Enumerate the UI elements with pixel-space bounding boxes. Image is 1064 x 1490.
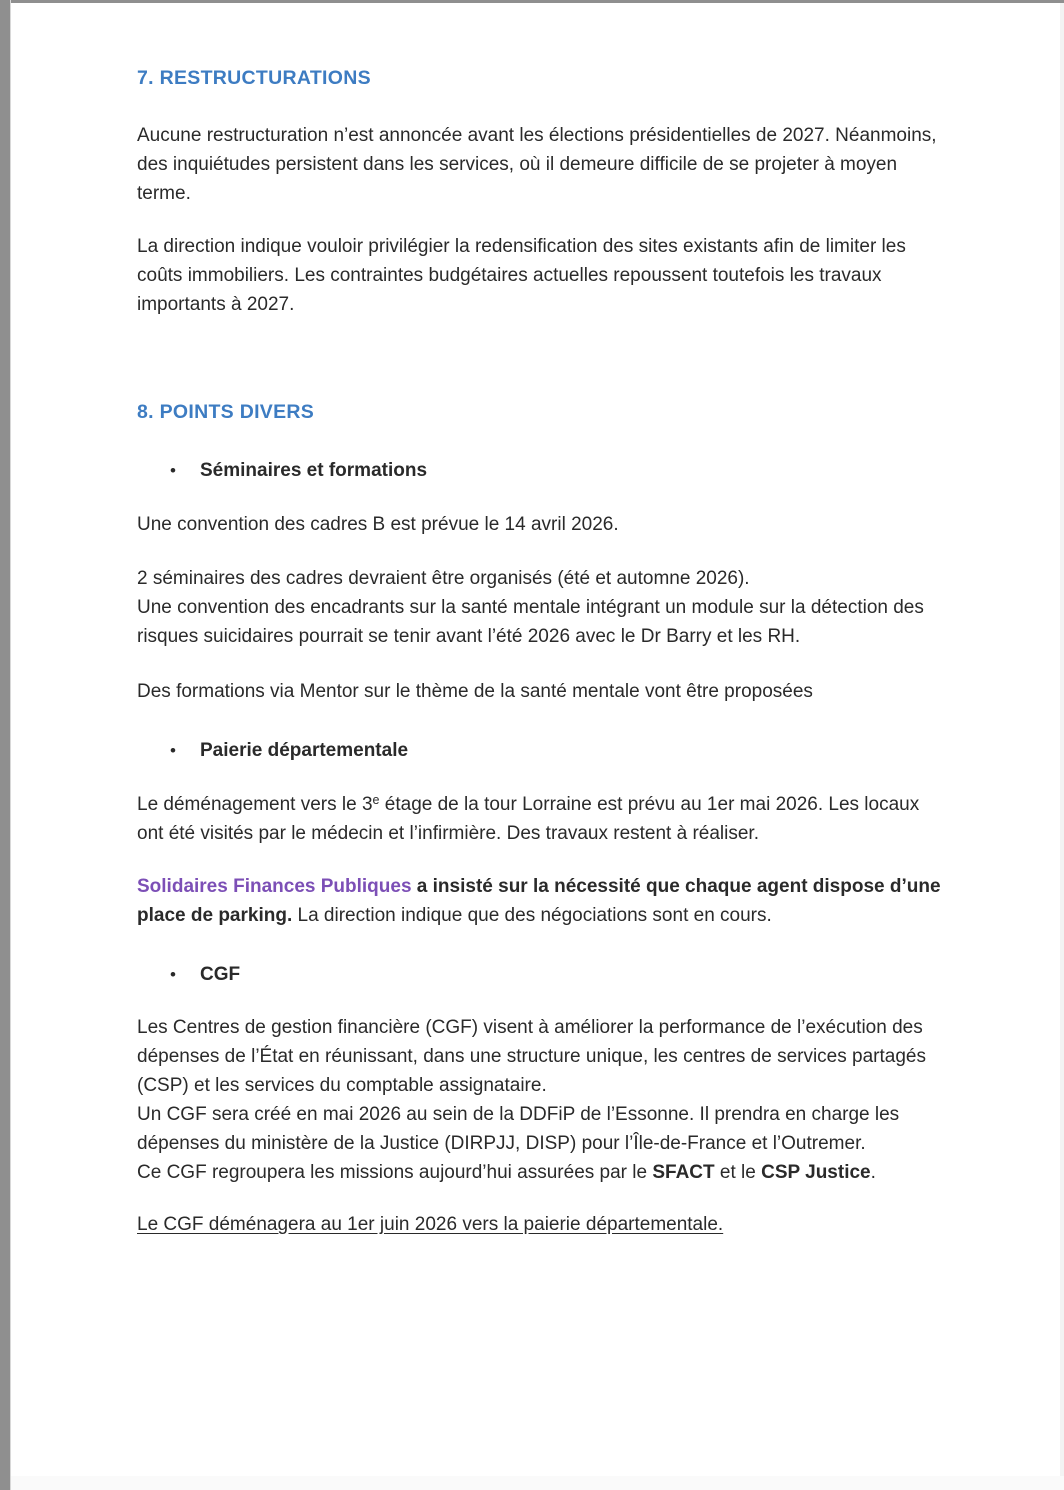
section-7-heading: 7. RESTRUCTURATIONS [137,67,371,89]
document-page [11,3,1060,1476]
ordinal-superscript: e [372,793,380,807]
paragraph-cgf-group [137,1013,942,1187]
list-item-paierie-label: Paierie départementale [200,740,409,761]
document-content [137,67,942,1239]
paragraph-seminaires-cadres: 2 séminaires des cadres devraient être organisés (été et automne 2026). [137,568,750,589]
paragraph-cgf-missions-text-start: Ce CGF regroupera les missions aujourd’hui assurées par le [137,1162,653,1183]
paragraph-demenagement-text-start: Le déménagement vers le 3 [137,794,373,815]
viewer-background-bottom [11,1476,1064,1490]
paragraph-seminaires-group [137,564,942,651]
list-item-paierie [137,736,942,765]
paragraph-solidaires-regular-text: La direction indique que des négociations sont en cours. [292,905,772,926]
paragraph-solidaires-bold-text: a insisté sur la nécessité que chaque agent dispose d’une place de parking. [137,876,941,926]
paragraph-cgf-missions-text-middle: et le [714,1162,762,1183]
paragraph-convention-encadrants: Une convention des encadrants sur la santé mentale intégrant un module sur la détection des risques suicidaires pourrait se tenir avant l’été 2026 avec le Dr Barry et les RH. [137,597,924,647]
paragraph-convention-cadres-b: Une convention des cadres B est prévue le 14 avril 2026. [137,514,619,535]
list-item-seminaires-label: Séminaires et formations [200,460,428,481]
bullet-icon: • [170,741,176,760]
paragraph-cgf-creation: Un CGF sera créé en mai 2026 au sein de la DDFiP de l’Essonne. Il prendra en charge les dépenses du ministère de la Justice (DIRPJJ, DISP) pour l’Île-de-France et l’Outremer. [137,1104,900,1154]
section-7-paragraph-restructuration: Aucune restructuration n’est annoncée avant les élections présidentielles de 2027. Néanmoins, des inquiétudes persistent dans les services, où il demeure difficile de se projeter à moyen terme. [137,125,937,204]
list-item-cgf [137,960,942,989]
sfact-bold-text: SFACT [652,1162,715,1183]
paragraph-cgf-missions [137,1158,942,1187]
paragraph-cgf-missions-text-end: . [870,1162,876,1183]
viewer-background-top [0,0,1064,3]
paragraph-formations-mentor: Des formations via Mentor sur le thème de la santé mentale vont être proposées [137,681,813,702]
paragraph-demenagement-text-end: étage de la tour Lorraine est prévu au 1er mai 2026. Les locaux ont été visités par le médecin et l’infirmière. Des travaux restent à réaliser. [137,794,920,844]
section-8-heading: 8. POINTS DIVERS [137,401,315,423]
bullet-icon: • [170,461,176,480]
viewer-background-left [0,0,11,1490]
paragraph-cgf-demenagement-underlined: Le CGF déménagera au 1er juin 2026 vers la paierie départementale. [137,1214,724,1235]
viewer-background-right [1060,3,1064,1490]
bullet-icon: • [170,965,176,984]
solidaires-finances-publiques-text: Solidaires Finances Publiques [137,876,412,897]
section-7-paragraph-direction: La direction indique vouloir privilégier la redensification des sites existants afin de limiter les coûts immobiliers. Les contraintes budgétaires actuelles repoussent toutefois les travaux importants à 2027. [137,236,906,315]
paragraph-demenagement [137,790,942,848]
paragraph-cgf-definition: Les Centres de gestion financière (CGF) visent à améliorer la performance de l’exécution des dépenses de l’État en réunissant, dans une structure unique, les centres de services partagés (CSP) et les services du comptable assignataire. [137,1017,926,1096]
list-item-cgf-label: CGF [200,964,241,985]
list-item-seminaires [137,456,942,485]
csp-justice-bold-text: CSP Justice [761,1162,871,1183]
paragraph-solidaires [137,872,942,930]
